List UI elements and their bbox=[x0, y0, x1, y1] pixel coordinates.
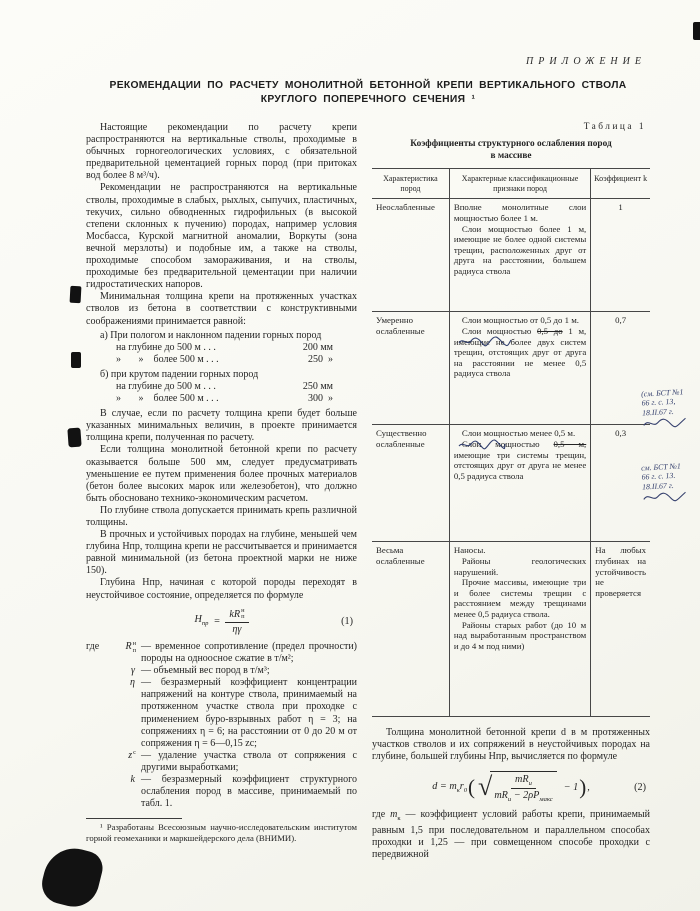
two-column-layout bbox=[86, 122, 650, 861]
term-sub: с bbox=[133, 748, 136, 756]
radical-sign: √ bbox=[478, 772, 493, 802]
cell-text: Слои мощностью bbox=[461, 438, 554, 449]
term-supsub bbox=[133, 750, 136, 774]
table-title-line-1: Коэффициенты структурного ослабления пород bbox=[410, 139, 612, 149]
margin-note-line: (см. БСТ №1 bbox=[640, 387, 684, 399]
column-header-characteristic: Характеристика пород bbox=[372, 169, 449, 199]
cell-paragraph: Районы старых работ (до 10 м над выработанным пространством и до 4 м под ними) bbox=[453, 619, 587, 651]
formula-1-num-base: kR bbox=[229, 608, 241, 620]
paragraph-where-mk bbox=[372, 809, 650, 861]
paragraph-various-thickness: По глубине ствола допускается принимать крепь различной толщины. bbox=[86, 504, 357, 528]
appendix-label: ПРИЛОЖЕНИЕ bbox=[526, 56, 646, 67]
left-parenthesis: ( bbox=[468, 774, 476, 799]
term-base: R bbox=[125, 640, 132, 652]
scan-artifact bbox=[67, 428, 81, 448]
definition-eta bbox=[116, 677, 357, 750]
formula-2-variable: r bbox=[459, 780, 464, 792]
paragraph-scope: Настоящие рекомендации по расчету крепи распространяются на вертикальные стволы, проходимые в обычных горногеологических условиях, с обязательной предварительной цементацией горных пород (при притоках вод более 8 м³/ч). bbox=[86, 122, 357, 182]
spec-b-depth-1: на глубине до 500 м . . . bbox=[116, 380, 216, 392]
table-title bbox=[372, 139, 650, 162]
formula-2-number: (2) bbox=[634, 781, 646, 793]
coefficient-cell: 1 bbox=[591, 199, 650, 312]
den-sub: макс bbox=[539, 796, 553, 804]
spec-a-depth-2: » » более 500 м . . . bbox=[116, 353, 219, 365]
rock-type-cell: Существенно ослабленные bbox=[372, 425, 449, 542]
definition-term bbox=[116, 677, 136, 750]
table-row-highly-weakened bbox=[372, 542, 650, 717]
minus-one: − 1 bbox=[563, 781, 579, 793]
strikethrough-text: 0,5 до bbox=[537, 325, 563, 336]
formula-1-sup: н bbox=[241, 606, 245, 614]
spec-b-value-1: 250 мм bbox=[302, 380, 333, 392]
cell-paragraph bbox=[454, 224, 586, 277]
formula-2-lhs bbox=[432, 781, 467, 794]
handwritten-signature bbox=[642, 415, 687, 429]
table-label: Таблица 1 bbox=[583, 122, 646, 132]
table-header-row bbox=[372, 169, 650, 199]
spec-a-value-1: 200 мм bbox=[302, 341, 333, 353]
comma: , bbox=[587, 781, 590, 793]
spec-a-value-2: 250 » bbox=[308, 353, 333, 365]
cell-paragraph: Вполне монолитные слои мощностью более 1 м. bbox=[453, 202, 587, 223]
formula-1-subscript: пр bbox=[201, 619, 209, 627]
table-title-line-2: в массиве bbox=[490, 150, 532, 161]
spec-b-row-1 bbox=[86, 381, 357, 393]
table-row-moderately-weakened bbox=[372, 312, 650, 425]
left-column bbox=[86, 122, 357, 861]
depth-spec-b bbox=[86, 369, 357, 405]
formula-1-denominator: ηγ bbox=[232, 623, 242, 635]
formula-1-number: (1) bbox=[341, 615, 353, 627]
definition-text: — объемный вес пород в т/м³; bbox=[141, 665, 270, 677]
term-sup: н bbox=[132, 639, 136, 647]
cell-paragraph: Районы геологических нарушений. bbox=[453, 555, 587, 577]
coefficient-cell: 0,7 bbox=[591, 312, 650, 425]
formula-2-subscript: 0 bbox=[463, 786, 468, 794]
rock-type-cell: Весьма ослабленные bbox=[372, 542, 449, 717]
spec-a-title: а) При пологом и наклонном падении горных пород bbox=[100, 329, 322, 341]
formula-1-numerator bbox=[225, 608, 248, 623]
handwritten-margin-note bbox=[641, 461, 700, 507]
paragraph-over-500: Если толщина монолитной бетонной крепи по расчету оказывается больше 500 мм, следует предусматривать уменьшение ее путем применения более прочных материалов (бетон более высоких марок или железобетон), что должно быть обосновано технико-экономическим расчетом. bbox=[86, 444, 357, 504]
column-header-coefficient: Коэффициент k bbox=[591, 169, 650, 199]
spec-b-value-2: 300 » bbox=[308, 393, 333, 405]
definition-gamma bbox=[116, 665, 357, 677]
definition-text: — удаление участка ствола от сопряжения с другими выработками; bbox=[141, 749, 357, 773]
coefficient-cell: 0,3 bbox=[591, 425, 650, 542]
term-base: z bbox=[128, 749, 133, 761]
handwritten-margin-note bbox=[641, 387, 700, 433]
description-cell bbox=[449, 199, 590, 312]
formula-1-variable: Н bbox=[194, 613, 202, 625]
cell-text: 1 м, имеющие не более двух систем трещин, отстоящих друг от друга на расстоянии не менее 0,5 радиуса ствола bbox=[453, 325, 587, 379]
formula-1 bbox=[86, 608, 357, 636]
right-parenthesis: ) bbox=[579, 774, 587, 799]
title-line-2: КРУГЛОГО ПОПЕРЕЧНОГО СЕЧЕНИЯ ¹ bbox=[260, 93, 476, 105]
scan-artifact bbox=[70, 286, 82, 304]
formula-2-variable: d = m bbox=[432, 780, 457, 792]
paragraph-exclusions: Рекомендации не распространяются на вертикальные стволы, проходимые в слабых, рыхлых, сыпучих, пластичных, текучих, сильно обводненных гидрофильных (в высокой степени склонных к пучению) породах, например условия Мосбасса, Курской магнитной аномалии, Воркуты (зона вечной мерзлоты) и подобные им, а также на стволы, проходимые способом замораживания, и на стволы, проходимые без предварительной цементации при наличии гидростатических напоров. bbox=[86, 182, 357, 291]
definition-text: — безразмерный коэффициент концентрации напряжений на контуре ствола, принимаемый на протяженном участке ствола при проходке с применением буро-взрывных работ η = 3; на сопряжениях η = 6; на расстоянии от 0 до 20 м от сопряжения η = 6—0,15 zс; bbox=[141, 677, 357, 749]
definitions-list bbox=[86, 641, 357, 810]
cell-paragraph: Слои мощностью от 0,5 до 1 м. bbox=[461, 315, 579, 326]
scan-artifact bbox=[71, 352, 81, 368]
depth-spec-a bbox=[86, 330, 357, 366]
rock-type-cell: Неослабленные bbox=[372, 199, 449, 312]
where-intro: где bbox=[372, 809, 391, 821]
cell-text: Слои мощностью bbox=[461, 325, 538, 336]
definition-term bbox=[116, 665, 136, 677]
num-sub: и bbox=[528, 780, 532, 788]
term-base: η bbox=[130, 677, 135, 689]
strikethrough-text: 0,5 м, bbox=[553, 438, 587, 449]
cell-text: имеющие три системы трещин, отстоящих друг от друга не менее 0,5 радиуса ствола bbox=[453, 449, 587, 481]
definition-zc bbox=[116, 750, 357, 774]
table-row-substantially-weakened bbox=[372, 425, 650, 542]
term-base: k bbox=[130, 773, 135, 785]
table-row-unweakened bbox=[372, 199, 650, 312]
margin-note-line: 18.II.67 г. bbox=[641, 480, 674, 492]
cell-text: Слои мощностью более 1 м, имеющие не более одной системы трещин, расположенных друг от друга на расстоянии, большем радиуса ствола bbox=[453, 223, 587, 276]
column-header-signs: Характерные классификационные признаки пород bbox=[449, 169, 590, 199]
footnote-rule bbox=[86, 818, 182, 819]
margin-note-line: 66 г. с. 13, bbox=[641, 397, 676, 408]
coefficients-table bbox=[372, 168, 650, 717]
paragraph-strong-rocks: В прочных и устойчивых породах на глубине, меньшей чем глубина Нпр, толщина крепи не рассчитывается и принимается равной минимальной (из бетона проектной марки не ниже 150). bbox=[86, 529, 357, 577]
term-sub: п bbox=[132, 646, 136, 654]
spec-b-title: б) при крутом падении горных пород bbox=[100, 368, 259, 380]
formula-1-lhs bbox=[195, 614, 209, 630]
where-term: m bbox=[390, 809, 398, 821]
spec-a-depth-1: на глубине до 500 м . . . bbox=[116, 341, 216, 353]
spec-a-row-1 bbox=[86, 342, 357, 354]
paragraph-if-greater: В случае, если по расчету толщина крепи будет больше указанных минимальных величин, в проекте принимается толщина крепи, полученная по расчету. bbox=[86, 408, 357, 444]
term-base: γ bbox=[131, 665, 135, 677]
definition-text: — временное сопротивление (предел прочности) породы на одноосное сжатие в т/м²; bbox=[141, 640, 357, 665]
spec-b-row-2 bbox=[86, 393, 357, 405]
paragraph-depth-hpr: Глубина Нпр, начиная с которой породы переходят в неустойчивое состояние, определяется по формуле bbox=[86, 577, 357, 601]
margin-note-line: см. БСТ №1 bbox=[640, 461, 682, 473]
document-title bbox=[88, 79, 648, 106]
definition-k bbox=[116, 774, 357, 810]
coefficient-cell: На любых глубинах на устойчивость не проверяется bbox=[591, 542, 650, 717]
num-base: mR bbox=[515, 774, 529, 786]
equals-sign: = bbox=[213, 615, 221, 627]
definition-text: — безразмерный коэффициент структурного ослабления пород в массиве, принимаемый по табл. 1. bbox=[141, 773, 357, 810]
description-cell bbox=[449, 542, 590, 717]
right-column bbox=[372, 122, 650, 861]
formula-1-sub: п bbox=[241, 613, 245, 621]
title-line-1: РЕКОМЕНДАЦИИ ПО РАСЧЕТУ МОНОЛИТНОЙ БЕТОННОЙ КРЕПИ ВЕРТИКАЛЬНОГО СТВОЛА bbox=[109, 80, 627, 91]
where-text: — коэффициент условий работы крепи, принимаемый равным 1,5 при последовательном и параллельном способах проходки и 1,25 — при совмещенном способе проходки с передвижной bbox=[372, 809, 650, 860]
description-cell bbox=[449, 425, 590, 542]
cell-paragraph: Слои мощностью менее 0,5 м. bbox=[461, 428, 576, 439]
description-cell bbox=[449, 312, 590, 425]
rock-type-cell: Умеренно ослабленные bbox=[372, 312, 449, 425]
cell-paragraph bbox=[454, 439, 586, 481]
definition-term bbox=[116, 774, 136, 810]
spec-a-row-2 bbox=[86, 354, 357, 366]
formula-1-supsub bbox=[241, 608, 244, 621]
definition-term bbox=[116, 750, 136, 774]
spec-b-depth-2: » » более 500 м . . . bbox=[116, 393, 219, 405]
cell-paragraph: Наносы. bbox=[453, 545, 486, 556]
cell-paragraph: Прочие массивы, имеющие три и более системы трещин с расстоянием между трещинами менее 0,5 радиуса ствола. bbox=[453, 577, 587, 619]
handwritten-signature bbox=[642, 489, 687, 503]
den-sub: и bbox=[507, 796, 512, 804]
formula-1-fraction bbox=[225, 608, 248, 636]
radicand bbox=[490, 771, 556, 803]
scan-artifact bbox=[693, 22, 700, 40]
margin-note-line: 66 г. с. 13. bbox=[641, 471, 676, 482]
formula-2-numerator bbox=[511, 774, 536, 789]
definition-rn bbox=[116, 641, 357, 665]
cell-paragraph bbox=[454, 326, 586, 379]
formula-2 bbox=[372, 771, 650, 803]
den-mid: − 2ρP bbox=[511, 790, 540, 802]
term-supsub bbox=[133, 641, 136, 665]
definitions-intro: где bbox=[86, 640, 100, 652]
where-term-sub: к bbox=[397, 815, 401, 823]
paragraph-thickness-formula: Толщина монолитной бетонной крепи d в м протяженных участков стволов и их сопряжений в неустойчивых породах на глубине, большей глубины Нпр, вычисляется по формуле bbox=[372, 727, 650, 763]
den-base: mR bbox=[494, 790, 508, 802]
definition-term bbox=[116, 641, 136, 665]
formula-2-denominator bbox=[494, 789, 552, 803]
footnote-text: ¹ Разработаны Всесоюзным научно-исследовательским институтом горной геомеханики и маркшейдерского дела (ВНИМИ). bbox=[86, 822, 357, 843]
paragraph-min-thickness: Минимальная толщина крепи на протяженных участках стволов из бетона в соответствии с конструктивными соображениями принимается равной: bbox=[86, 291, 357, 327]
formula-2-subscript: к bbox=[456, 786, 460, 794]
formula-2-fraction bbox=[494, 774, 552, 803]
square-root bbox=[478, 771, 557, 803]
margin-note-line: 18.II.67 г. bbox=[641, 406, 674, 418]
